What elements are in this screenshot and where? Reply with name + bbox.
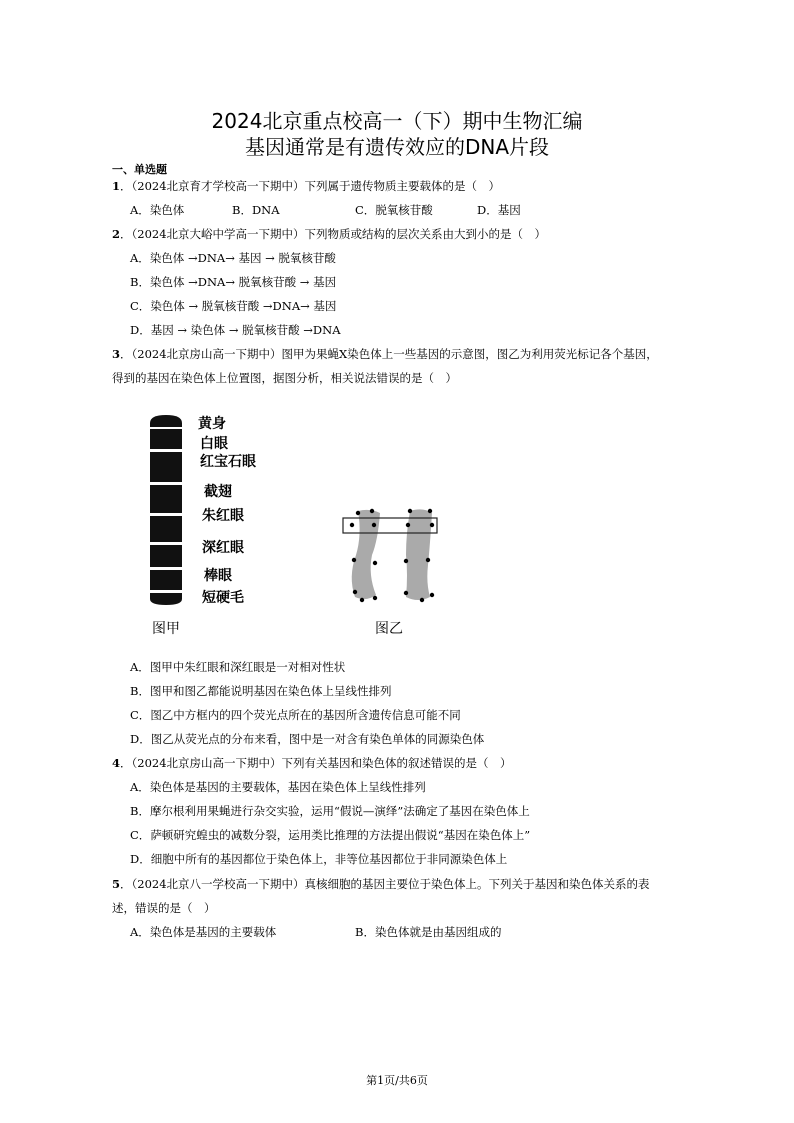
gene-label-3: 红宝石眼 xyxy=(200,454,256,470)
chromosome-diagram xyxy=(140,405,460,640)
question-3-stem-line2: 得到的基因在染色体上位置图，据图分析，相关说法错误的是（ ） xyxy=(112,371,457,385)
question-4-option-d: D．细胞中所有的基因都位于染色体上，非等位基因都位于非同源染色体上 xyxy=(130,852,508,866)
option-c: C．脱氧核苷酸 xyxy=(355,203,433,217)
question-2-stem: 2．（2024北京大峪中学高一下期中）下列物质或结构的层次关系由大到小的是（ ） xyxy=(112,227,547,241)
question-2-option-d: D．基因 → 染色体 → 脱氧核苷酸 →DNA xyxy=(130,323,341,337)
section-heading: 一、单选题 xyxy=(112,163,167,176)
question-2-option-b: B．染色体 →DNA→ 脱氧核苷酸 → 基因 xyxy=(130,275,337,289)
gene-label-7: 棒眼 xyxy=(204,568,232,584)
chromosome-yi-pair xyxy=(343,509,437,602)
gene-label-8: 短硬毛 xyxy=(202,590,244,606)
gene-label-2: 白眼 xyxy=(200,436,228,452)
page-footer: 第1页/共6页 xyxy=(366,1074,428,1087)
question-5-stem-line1: 5．（2024北京八一学校高一下期中）真核细胞的基因主要位于染色体上。下列关于基因和染色体关系的表 xyxy=(112,877,650,891)
question-2-option-a: A．染色体 →DNA→ 基因 → 脱氧核苷酸 xyxy=(130,251,336,265)
chromosome-jia xyxy=(150,415,182,605)
question-4-stem: 4．（2024北京房山高一下期中）下列有关基因和染色体的叙述错误的是（ ） xyxy=(112,756,512,770)
question-4-option-a: A．染色体是基因的主要载体，基因在染色体上呈线性排列 xyxy=(130,780,426,794)
gene-label-4: 截翅 xyxy=(204,484,232,500)
question-3-option-a: A．图甲中朱红眼和深红眼是一对相对性状 xyxy=(130,660,346,674)
gene-label-1: 黄身 xyxy=(198,416,226,432)
question-3-option-d: D．图乙从荧光点的分布来看，图中是一对含有染色单体的同源染色体 xyxy=(130,732,485,746)
figure-label-jia: 图甲 xyxy=(152,621,180,637)
question-2-option-c: C．染色体 → 脱氧核苷酸 →DNA→ 基因 xyxy=(130,299,337,313)
question-1-stem: 1．（2024北京育才学校高一下期中）下列属于遗传物质主要载体的是（ ） xyxy=(112,179,501,193)
chromosome-figure xyxy=(140,405,460,644)
option-a: A．染色体 xyxy=(130,203,185,217)
gene-label-6: 深红眼 xyxy=(202,540,244,556)
option-b: B．染色体就是由基因组成的 xyxy=(355,925,502,939)
option-d: D．基因 xyxy=(477,203,521,217)
option-a: A．染色体是基因的主要载体 xyxy=(130,925,277,939)
question-4-option-b: B．摩尔根利用果蝇进行杂交实验，运用“假说—演绎”法确定了基因在染色体上 xyxy=(130,804,530,818)
gene-label-5: 朱红眼 xyxy=(202,508,244,524)
question-3-option-c: C．图乙中方框内的四个荧光点所在的基因所含遗传信息可能不同 xyxy=(130,708,461,722)
question-3-stem-line1: 3．（2024北京房山高一下期中）图甲为果蝇X染色体上一些基因的示意图，图乙为利用荧光标记各个基因， xyxy=(112,347,658,361)
document-subtitle: 基因通常是有遗传效应的DNA片段 xyxy=(244,135,550,159)
option-b: B．DNA xyxy=(232,203,280,217)
document-title: 2024北京重点校高一（下）期中生物汇编 xyxy=(211,109,583,133)
question-4-option-c: C．萨顿研究蝗虫的减数分裂，运用类比推理的方法提出假说“基因在染色体上” xyxy=(130,828,531,842)
question-5-stem-line2: 述，错误的是（ ） xyxy=(112,901,216,915)
figure-label-yi: 图乙 xyxy=(375,621,403,637)
question-3-option-b: B．图甲和图乙都能说明基因在染色体上呈线性排列 xyxy=(130,684,392,698)
